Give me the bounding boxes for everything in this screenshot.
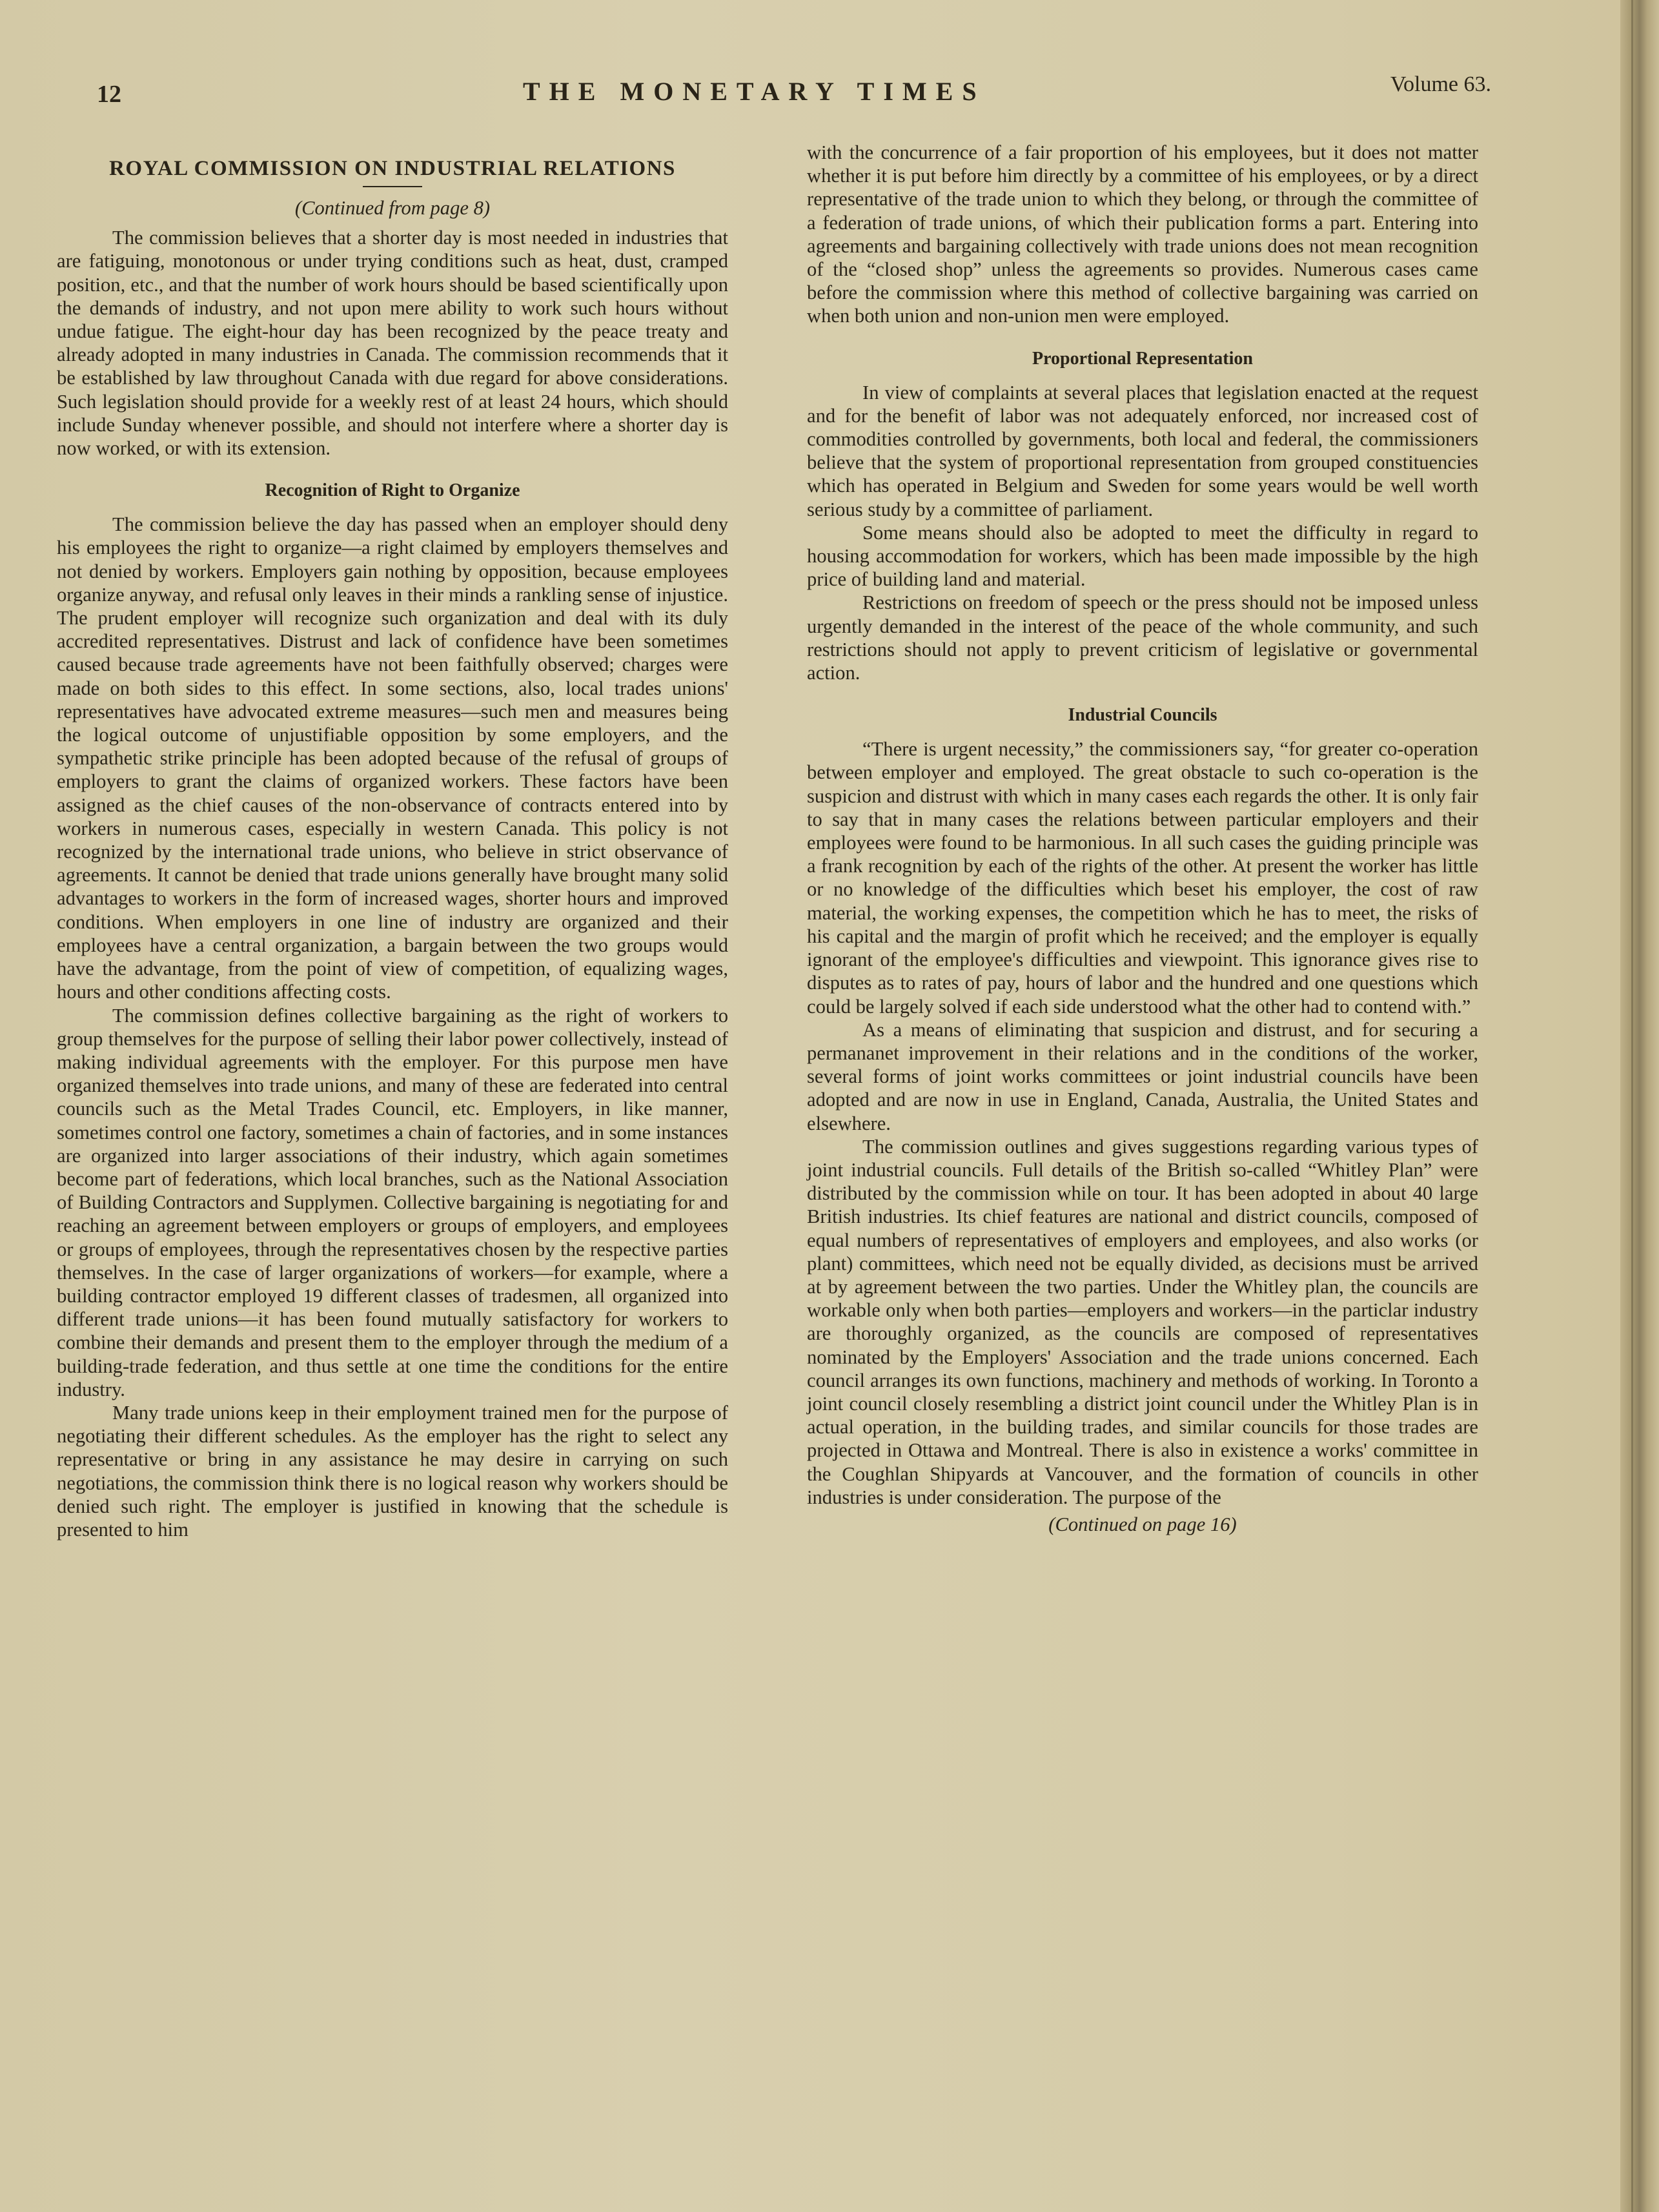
paragraph-whitley-plan: The commission outlines and gives suggestions regarding various types of joint industrial councils. Full details of the British so-called “Whitley Plan” were distributed by the commission while on tour. It has been adopted in about 40 large British industries. Its chief features are national and district councils, composed of equal numbers of representatives of employers and employees, and also works (or plant) committees, which need not be equally divided, as decisions must be arrived at by agreement between the two parties. Under the Whitley plan, the councils are workable only when both parties—employers and workers—in the particlar industry are thoroughly organized, as the councils are composed of representatives nominated by the Employers' Association and the trade unions concerned. Each council arranges its own functions, machinery and methods of working. In Toronto a joint council closely resembling a district joint council under the Whitley Plan is in actual operation, in the building trades, and similar councils for those trades are projected in Ottawa and Montreal. There is also in existence a works' committee in the Coughlan Shipyards at Vancouver, and the formation of councils in other industries is under consideration. The purpose of the — [807, 1135, 1478, 1508]
paragraph-continuation: with the concurrence of a fair proportion of his employees, but it does not matter whether it is put before him directly by a committee of his employees, or by a direct representative of the trade union to which they belong, or through the committee of a federation of trade unions, of which their publication forms a part. Entering into agreements and bargaining collectively with trade unions does not mean recognition of the “closed shop” unless the agreements so provides. Numerous cases came before the commission where this method of collective bargaining was carried on when both union and non-union men were employed. — [807, 141, 1478, 327]
paragraph-cooperation-quote: “There is urgent necessity,” the commissioners say, “for greater co-operation between employer and employed. The great obstacle to such co-operation is the suspicion and distrust with which in many cases each regards the other. It is only fair to say that in many cases the relations between particular employers and their employees were found to be harmonious. In all such cases the guiding principle was a frank recognition by each of the rights of the other. At present the worker has little or no knowledge of the difficulties which beset his employer, the cost of raw material, the working expenses, the competition which he has to meet, the risks of his capital and the margin of profit which he received; and the employer is equally ignorant of the employee's difficulties and viewpoint. This ignorance gives rise to disputes as to rates of pay, hours of labor and the hundred and one questions which could be largely solved if each side understood what the other had to contend with.” — [807, 738, 1478, 1018]
article-title: ROYAL COMMISSION ON INDUSTRIAL RELATIONS — [109, 157, 676, 180]
masthead-title: THE MONETARY TIMES — [523, 77, 986, 106]
page-binding — [1620, 0, 1659, 2212]
title-rule — [363, 186, 422, 187]
page-number: 12 — [97, 81, 121, 108]
right-column — [807, 141, 1478, 1542]
left-column — [57, 147, 728, 1541]
section-heading-proportional: Proportional Representation — [1032, 348, 1253, 369]
paragraph-housing: Some means should also be adopted to meet the difficulty in regard to housing accommodation for workers, which has been made impossible by the high price of building land and material. — [807, 521, 1478, 591]
continued-from-note: (Continued from page 8) — [294, 197, 491, 219]
section-heading-recognition: Recognition of Right to Organize — [265, 480, 520, 501]
paragraph-shorter-day: The commission believes that a shorter day is most needed in industries that are fatiguing, monotonous or under trying conditions such as heat, dust, cramped position, etc., and that the number of work hours should be based scientifically upon the demands of industry, and not upon mere ability to work such hours without undue fatigue. The eight-hour day has been recognized by the peace treaty and already adopted in many industries in Canada. The commission recommends that it be established by law throughout Canada with due regard for above considerations. Such legislation should provide for a weekly rest of at least 24 hours, which should include Sunday whenever possible, and should not interfere where a shorter day is now worked, or with its extension. — [57, 227, 728, 460]
paragraph-right-to-organize: The commission believe the day has passed when an employer should deny his employees the right to organize—a right claimed by employers themselves and not denied by workers. Employers gain nothing by opposition, because employees organize anyway, and refusal only leaves in their minds a rankling sense of injustice. The prudent employer will recognize such organization and deal with its duly accredited representatives. Distrust and lack of confidence have been sometimes caused because trade agreements have not been faithfully observed; charges were made on both sides to this effect. In some sections, also, local trades unions' representatives have advocated extreme measures—such men and measures being the logical outcome of unjustifiable opposition by some employers, and the sympathetic strike principle has been adopted because of the refusal of groups of employers to grant the claims of organized workers. These factors have been assigned as the chief causes of the non-observance of contracts entered into by workers in numerous cases, especially in western Canada. This policy is not recognized by the international trade unions, who believe in strict observance of agreements. It cannot be denied that trade unions generally have brought many solid advantages to workers in the form of increased wages, shorter hours and improved conditions. When employers in one line of industry are organized and their employees have a central organization, a bargain between the two groups would have the advantage, from the point of view of competition, of equalizing wages, hours and other conditions affecting costs. — [57, 513, 728, 1003]
section-heading-industrial-councils: Industrial Councils — [1068, 705, 1217, 726]
page-header — [97, 72, 1491, 111]
paragraph-joint-councils: As a means of eliminating that suspicion and distrust, and for securing a permananet improvement in their relations and in the conditions of the worker, several forms of joint works committees or joint industrial councils have been adopted and are now in use in England, Canada, Australia, the United States and elsewhere. — [807, 1018, 1478, 1134]
paragraph-proportional-representation: In view of complaints at several places that legislation enacted at the request and for the benefit of labor was not adequately enforced, nor increased cost of commodities controlled by governments, both local and federal, the commissioners believe that the system of proportional representation from grouped constituencies which has operated in Belgium and Sweden for some years would be well worth serious study by a committee of parliament. — [807, 381, 1478, 520]
volume-label: Volume 63. — [1390, 72, 1491, 96]
continued-on-note: (Continued on page 16) — [1048, 1513, 1237, 1535]
binding-edge — [1631, 0, 1633, 2212]
paragraph-collective-bargaining: The commission defines collective bargaining as the right of workers to group themselves for the purpose of selling their labor power collectively, instead of making individual agreements with the employer. For this purpose men have organized themselves into trade unions, and many of these are federated into central councils such as the Metal Trades Council, etc. Employers, in like manner, sometimes control one factory, sometimes a chain of factories, and in some instances are organized into larger associations of their industry, which again sometimes become part of federations, which local branches, such as the National Association of Building Contractors and Supplymen. Collective bargaining is negotiating for and reaching an agreement between employers or groups of employers, and employees or groups of employees, through the representatives chosen by the respective parties themselves. In the case of larger organizations of workers—for example, where a building contractor employed 19 different classes of tradesmen, all organized into different trade unions—it has been found mutually satisfactory for workers to combine their demands and present them to the employer through the medium of a building-trade federation, and thus settle at one time the conditions for the entire industry. — [57, 1004, 728, 1400]
paragraph-trade-union-negotiators: Many trade unions keep in their employment trained men for the purpose of negotiating their different schedules. As the employer has the right to select any representative or bring in any assistance he may desire in carrying on such negotiations, the commission think there is no logical reason why workers should be denied such right. The employer is justified in knowing that the schedule is presented to him — [57, 1401, 728, 1541]
paragraph-freedom-of-speech: Restrictions on freedom of speech or the press should not be imposed unless urgently demanded in the interest of the peace of the whole community, and such restrictions should not apply to prevent criticism of legislative or governmental action. — [807, 591, 1478, 684]
